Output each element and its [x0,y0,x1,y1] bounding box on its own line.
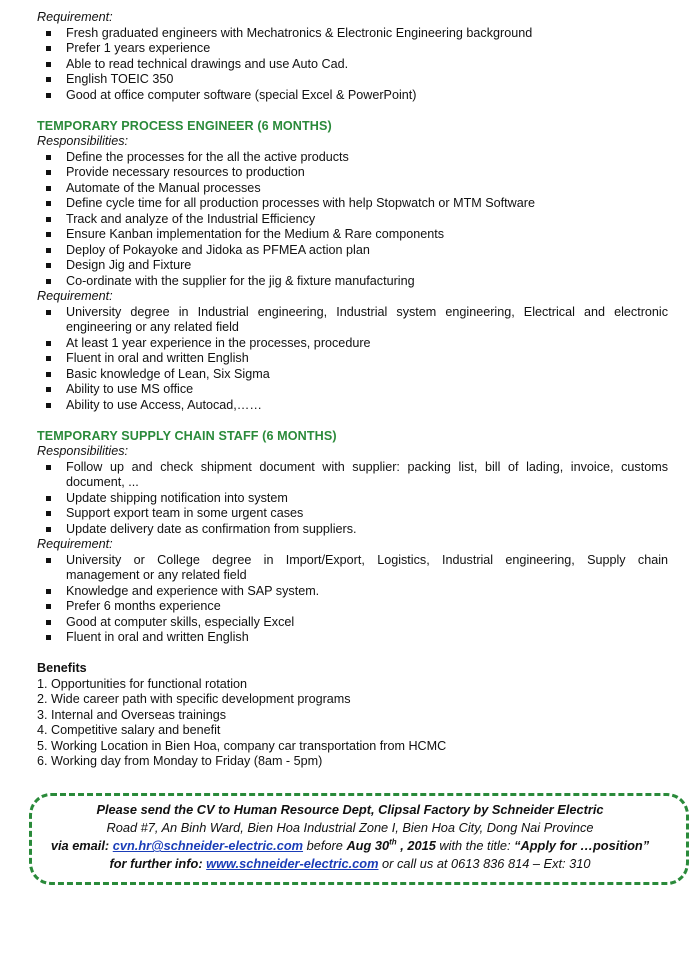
bullet-icon [46,93,51,98]
bullet-icon [46,263,51,268]
bullet-icon [46,635,51,640]
requirement-label: Requirement: [37,289,113,303]
info-prefix: for further info: [109,856,207,871]
section-title: TEMPORARY PROCESS ENGINEER (6 MONTHS) [37,119,332,133]
list-item-line: University or College degree in Import/Export, Logistics, Industrial engineering, Supply chain [66,553,668,567]
email-prefix: via email: [50,838,113,853]
list-item: Define the processes for the all the active products [66,150,349,164]
list-item: Ability to use MS office [66,382,194,396]
bullet-icon [46,77,51,82]
list-item: Good at office computer software (special Excel & PowerPoint) [66,88,417,102]
list-item: Support export team in some urgent cases [66,506,304,520]
list-item: Co-ordinate with the supplier for the jig & fixture manufacturing [66,274,415,288]
list-item-line: engineering or any related field [66,320,239,334]
list-item: Design Jig and Fixture [66,258,192,272]
bullet-icon [46,465,51,470]
benefits-title: Benefits [37,661,87,675]
bullet-icon [46,310,51,315]
list-item-line: University degree in Industrial engineering, Industrial system engineering, Electrical and electronic [66,305,668,319]
list-item: Ensure Kanban implementation for the Medium & Rare components [66,227,445,241]
list-item: 2. Wide career path with specific development programs [37,692,351,706]
list-item: Fluent in oral and written English [66,351,249,365]
before-text: before [303,838,347,853]
list-item-line: document, ... [66,475,139,489]
list-item: Fresh graduated engineers with Mechatronics & Electronic Engineering background [66,26,533,40]
title-text: with the title: [435,838,515,853]
bullet-icon [46,527,51,532]
bullet-icon [46,186,51,191]
list-item: 1. Opportunities for functional rotation [37,677,248,691]
section-title: TEMPORARY SUPPLY CHAIN STAFF (6 MONTHS) [37,429,337,443]
list-item: 4. Competitive salary and benefit [37,723,221,737]
bullet-icon [46,589,51,594]
list-item: Automate of the Manual processes [66,181,261,195]
list-item-line: management or any related field [66,568,247,582]
responsibilities-label: Responsibilities: [37,444,128,458]
website-link[interactable]: www.schneider-electric.com [206,856,379,871]
list-item: 6. Working day from Monday to Friday (8am - 5pm) [37,754,323,768]
bullet-icon [46,46,51,51]
list-item: Able to read technical drawings and use Auto Cad. [66,57,349,71]
bullet-icon [46,217,51,222]
bullet-icon [46,511,51,516]
responsibilities-label: Responsibilities: [37,134,128,148]
bullet-icon [46,341,51,346]
deadline [346,838,435,853]
deadline-sup: th [389,837,397,847]
list-item: Deploy of Pokayoke and Jidoka as PFMEA action plan [66,243,370,257]
list-item: At least 1 year experience in the processes, procedure [66,336,371,350]
list-item: Update delivery date as confirmation from suppliers. [66,522,357,536]
bullet-icon [46,387,51,392]
bullet-icon [46,496,51,501]
list-item: Define cycle time for all production processes with help Stopwatch or MTM Software [66,196,535,210]
bullet-icon [46,558,51,563]
bullet-icon [46,403,51,408]
contact-info-line [0,855,700,872]
bullet-icon [46,604,51,609]
bullet-icon [46,356,51,361]
apply-text: “Apply for …position” [514,838,650,853]
contact-line-1: Please send the CV to Human Resource Dept, Clipsal Factory by Schneider Electric [96,802,604,817]
call-text: or call us at 0613 836 814 – Ext: 310 [378,856,591,871]
list-item: Basic knowledge of Lean, Six Sigma [66,367,270,381]
deadline-main: Aug 30 [346,838,390,853]
bullet-icon [46,201,51,206]
requirement-label: Requirement: [37,10,113,24]
email-link[interactable]: cvn.hr@schneider-electric.com [112,838,304,853]
bullet-icon [46,279,51,284]
bullet-icon [46,620,51,625]
bullet-icon [46,232,51,237]
list-item: 3. Internal and Overseas trainings [37,708,227,722]
bullet-icon [46,170,51,175]
bullet-icon [46,372,51,377]
list-item: Prefer 1 years experience [66,41,211,55]
bullet-icon [46,155,51,160]
list-item: 5. Working Location in Bien Hoa, company car transportation from HCMC [37,739,447,753]
list-item: Fluent in oral and written English [66,630,249,644]
bullet-icon [46,62,51,67]
requirement-label: Requirement: [37,537,113,551]
list-item: Ability to use Access, Autocad,…… [66,398,262,412]
list-item: Knowledge and experience with SAP system. [66,584,320,598]
contact-email-line [0,837,700,854]
list-item: Provide necessary resources to production [66,165,305,179]
list-item: Prefer 6 months experience [66,599,221,613]
bullet-icon [46,248,51,253]
bullet-icon [46,31,51,36]
list-item: Update shipping notification into system [66,491,288,505]
list-item: Track and analyze of the Industrial Efficiency [66,212,316,226]
deadline-year: , 2015 [396,838,436,853]
contact-address: Road #7, An Binh Ward, Bien Hoa Industrial Zone I, Bien Hoa City, Dong Nai Province [106,820,594,835]
list-item: English TOEIC 350 [66,72,174,86]
list-item: Good at computer skills, especially Excel [66,615,295,629]
list-item-line: Follow up and check shipment document with supplier: packing list, bill of lading, invoice, customs [66,460,668,474]
